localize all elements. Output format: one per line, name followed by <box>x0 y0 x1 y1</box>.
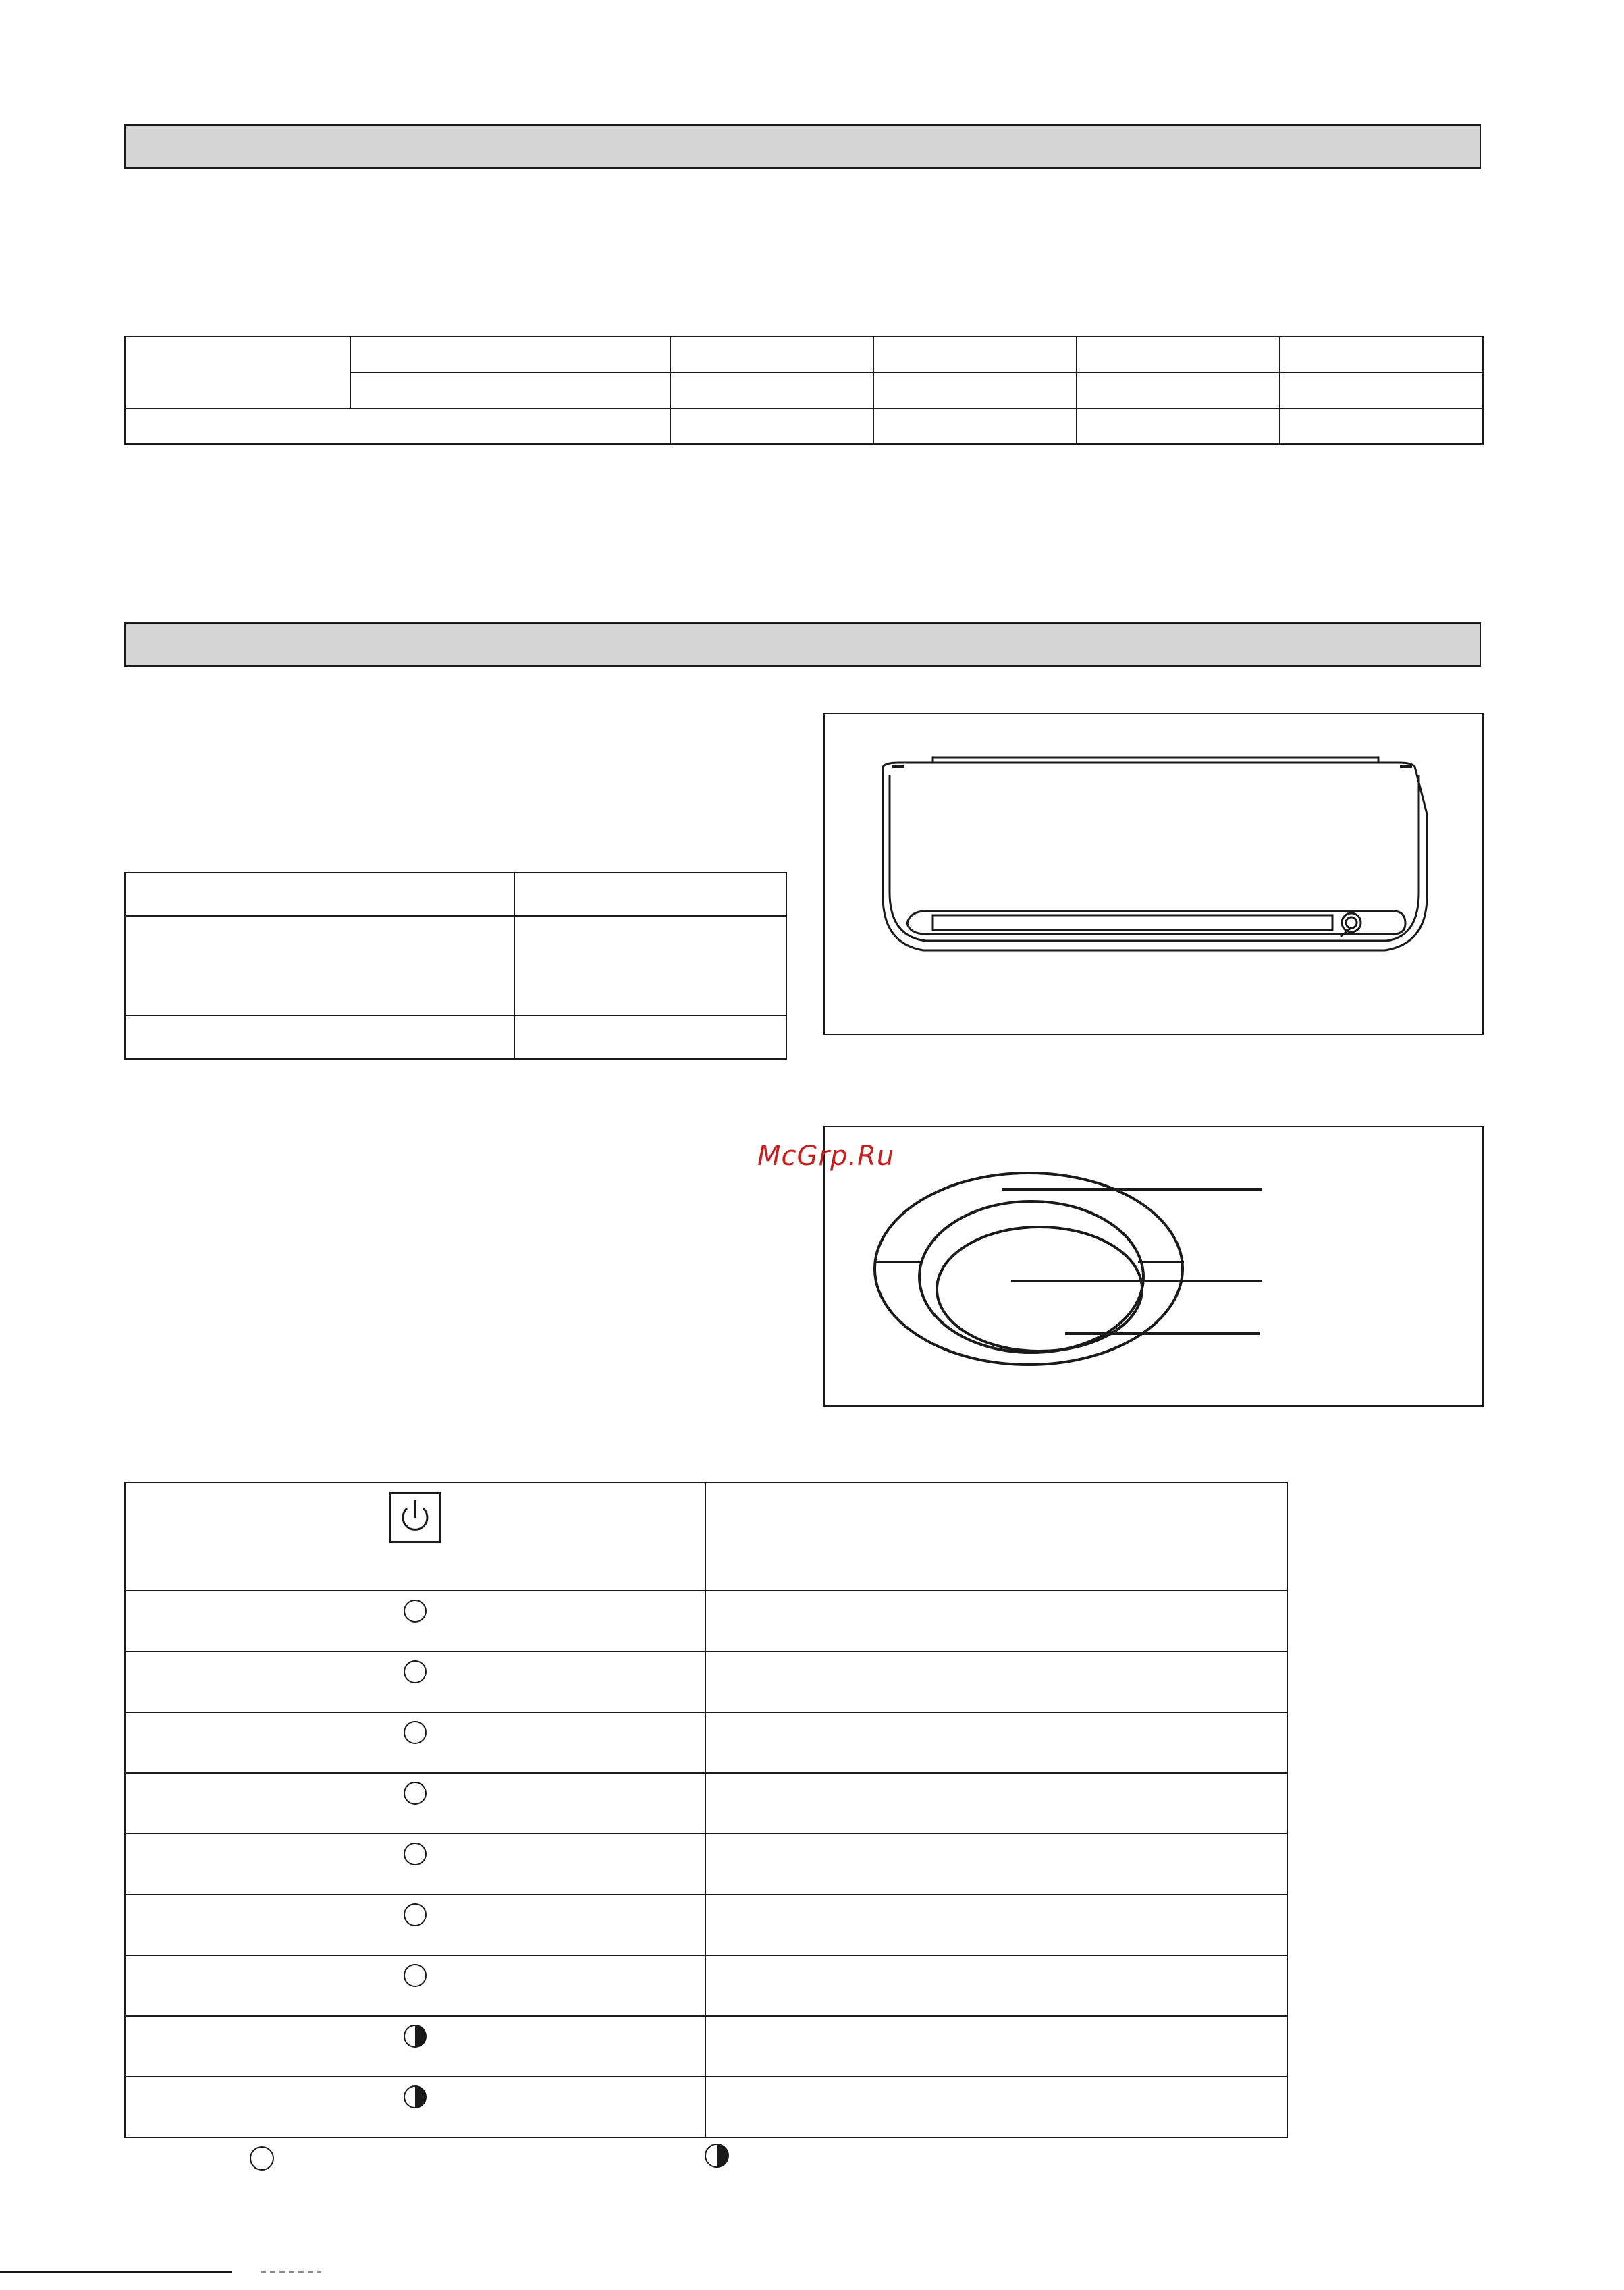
indicator-row <box>125 1591 1287 1652</box>
indicator-row <box>125 1955 1287 2016</box>
button-closeup-drawing <box>825 1127 1482 1405</box>
footer-mark <box>261 2271 321 2273</box>
spec-cell <box>1077 337 1280 373</box>
indicator-icon-cell <box>125 1652 705 1712</box>
mode-row <box>125 873 786 916</box>
indicator-description <box>705 1834 1287 1894</box>
spec-cell <box>125 408 670 444</box>
indicator-row <box>125 1894 1287 1955</box>
mode-row <box>125 916 786 1016</box>
indicator-description <box>705 1894 1287 1955</box>
mode-cell <box>125 916 514 1016</box>
indicator-icon-cell <box>125 1591 705 1652</box>
led-off-icon <box>404 1721 427 1744</box>
led-off-icon <box>404 1782 427 1805</box>
indicator-row <box>125 2016 1287 2077</box>
spec-cell <box>1280 408 1483 444</box>
indicator-description <box>705 1773 1287 1834</box>
spec-row <box>125 408 1483 444</box>
indicator-icon-cell <box>125 1834 705 1894</box>
indicator-icon-cell <box>125 1483 705 1591</box>
indicator-description <box>705 2077 1287 2137</box>
indicator-description <box>705 1483 1287 1591</box>
indicator-description <box>705 1955 1287 2016</box>
button-closeup-figure <box>823 1126 1484 1407</box>
power-icon <box>389 1492 441 1543</box>
mode-cell <box>514 916 786 1016</box>
indicator-row <box>125 2077 1287 2137</box>
indicator-row <box>125 1652 1287 1712</box>
mode-table <box>124 872 787 1060</box>
spec-cell <box>670 408 873 444</box>
spec-cell <box>1280 337 1483 373</box>
spec-cell <box>1280 373 1483 408</box>
indicator-icon-cell <box>125 1955 705 2016</box>
indicator-description <box>705 2016 1287 2077</box>
indicator-icon-cell <box>125 2016 705 2077</box>
spec-cell <box>670 337 873 373</box>
indicator-table <box>124 1482 1288 2138</box>
spec-row <box>125 337 1483 373</box>
led-blink-icon <box>404 2025 427 2048</box>
spec-cell <box>873 373 1077 408</box>
mode-cell <box>514 873 786 916</box>
spec-cell <box>125 337 350 408</box>
watermark: McGrp.Ru <box>757 1141 895 1172</box>
indicator-icon-cell <box>125 2077 705 2137</box>
indicator-icon-cell <box>125 1712 705 1773</box>
indicator-row <box>125 1712 1287 1773</box>
spec-cell <box>350 373 670 408</box>
led-off-icon <box>404 1660 427 1683</box>
indicator-description <box>705 1712 1287 1773</box>
led-blink-icon <box>404 2085 427 2108</box>
led-off-icon <box>404 1843 427 1865</box>
led-blink-icon <box>705 2144 729 2168</box>
spec-cell <box>873 337 1077 373</box>
led-off-icon <box>404 1964 427 1987</box>
led-off-icon <box>404 1903 427 1926</box>
spec-cell <box>670 373 873 408</box>
section-header-bar-1 <box>124 124 1481 169</box>
indicator-icon-cell <box>125 1773 705 1834</box>
indicator-description <box>705 1652 1287 1712</box>
indicator-row <box>125 1483 1287 1591</box>
mode-cell <box>125 1016 514 1059</box>
indicator-icon-cell <box>125 1894 705 1955</box>
led-off-icon <box>404 1600 427 1623</box>
spec-cell <box>1077 373 1280 408</box>
indicator-row <box>125 1834 1287 1894</box>
footer-rule <box>0 2271 232 2273</box>
indoor-unit-drawing <box>825 714 1482 1034</box>
spec-cell <box>1077 408 1280 444</box>
spec-cell <box>350 337 670 373</box>
mode-row <box>125 1016 786 1059</box>
section-header-bar-2 <box>124 622 1481 667</box>
mode-cell <box>514 1016 786 1059</box>
indicator-row <box>125 1773 1287 1834</box>
spec-table <box>124 336 1484 445</box>
led-off-icon <box>250 2146 274 2171</box>
spec-cell <box>873 408 1077 444</box>
indoor-unit-figure <box>823 713 1484 1035</box>
mode-cell <box>125 873 514 916</box>
indicator-description <box>705 1591 1287 1652</box>
